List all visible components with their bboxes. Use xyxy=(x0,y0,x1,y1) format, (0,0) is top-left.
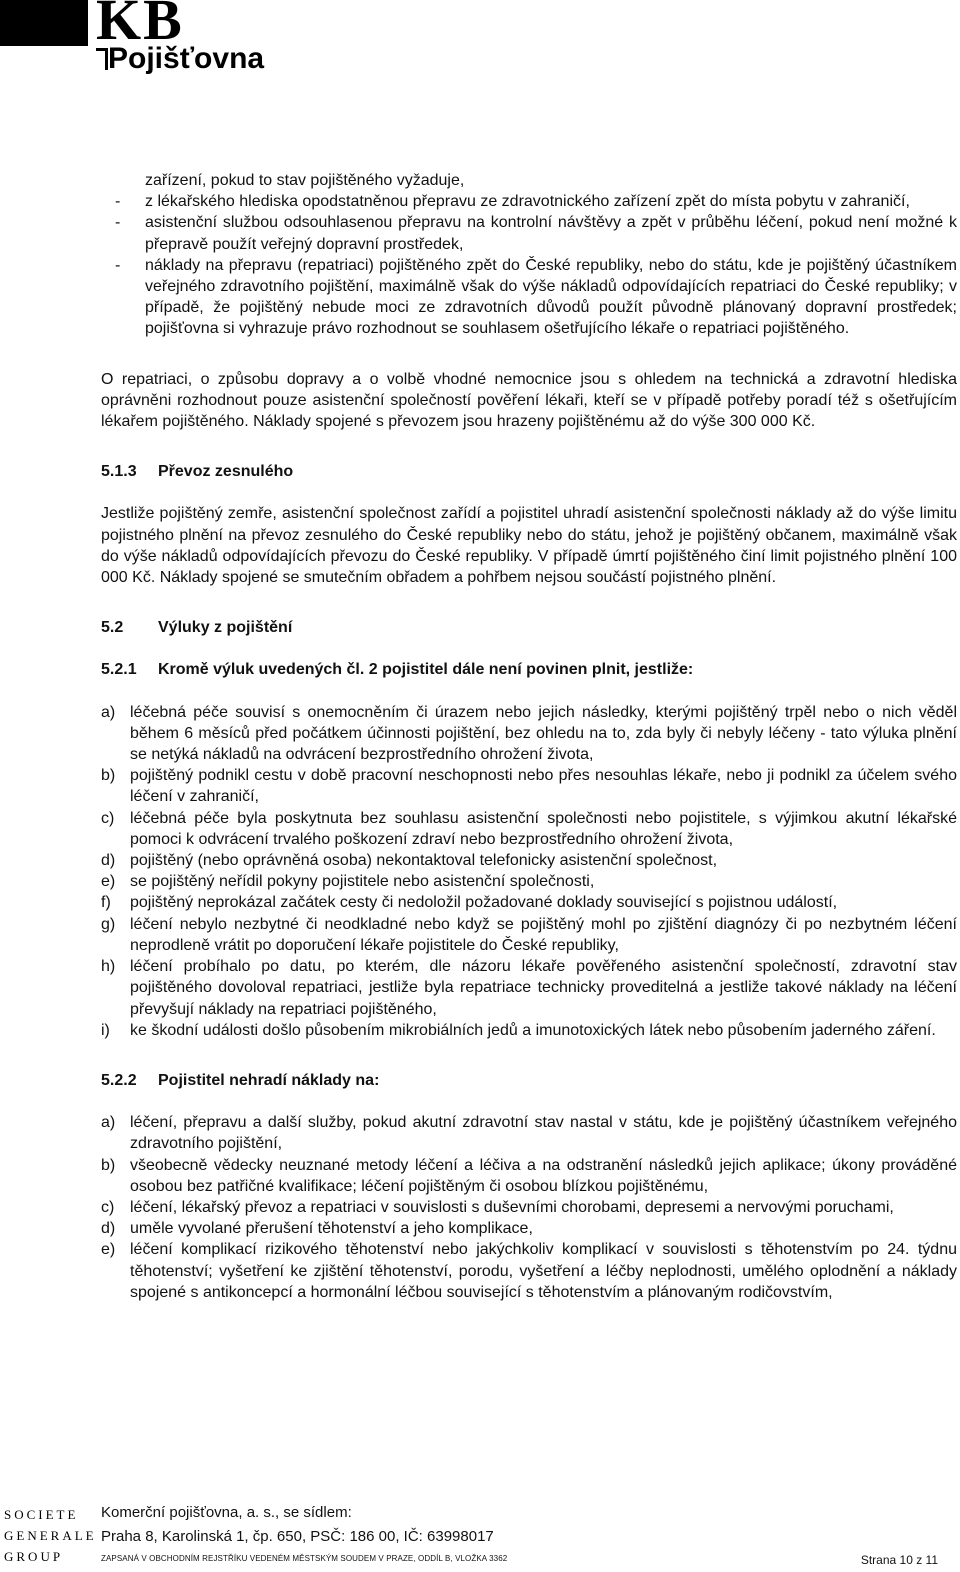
item-text: pojištěný neprokázal začátek cesty či nedoložil požadované doklady související s pojistnou událostí, xyxy=(130,894,838,912)
item-text: pojištěný (nebo oprávněná osoba) nekontaktoval telefonicky asistenční společnost, xyxy=(130,852,718,870)
list-item xyxy=(101,1239,957,1303)
intro-continuation: zařízení, pokud to stav pojištěného vyžaduje, xyxy=(145,172,465,189)
dash-item: - z lékařského hlediska opodstatněnou přepravu ze zdravotnického zařízení zpět do místa pobytu v zahraničí, xyxy=(101,191,957,212)
list-item xyxy=(101,765,957,807)
item-letter: f) xyxy=(101,894,111,912)
not-covered-list xyxy=(101,1112,957,1303)
list-item xyxy=(101,914,957,956)
section-number: 5.2 xyxy=(101,619,124,637)
page-footer xyxy=(0,1498,960,1572)
logo-bracket-icon xyxy=(96,48,108,70)
item-letter: h) xyxy=(101,958,116,976)
item-letter: b) xyxy=(101,1156,116,1174)
item-letter: e) xyxy=(101,873,116,891)
section-title: Výluky z pojištění xyxy=(158,619,293,637)
exclusions-list xyxy=(101,702,957,1041)
section-title: Pojistitel nehradí náklady na: xyxy=(158,1071,380,1089)
item-letter: d) xyxy=(101,852,116,870)
item-text: ke škodní události došlo působením mikrobiálních jedů a imunotoxických látek nebo působením jaderného záření. xyxy=(130,1021,936,1039)
section-513-text: Jestliže pojištěný zemře, asistenční společnost zařídí a pojistitel uhradí asistenční společnosti náklady až do výše limitu pojistného plnění na převoz zesnulého do České republiky nebo do státu, jehož je pojištěný občanem, maximálně však do výše nákladů odpovídajících převozu do České republiky. V případě úmrtí pojištěného činí limit pojistného plnění 100 000 Kč. Náklady spojené se smutečním obřadem a pohřbem nejsou součástí pojistného plnění. xyxy=(101,505,957,587)
item-letter: g) xyxy=(101,915,116,933)
section-heading-522 xyxy=(101,1070,957,1091)
item-letter: c) xyxy=(101,1198,115,1216)
section-number: 5.2.2 xyxy=(101,1071,137,1089)
sg-logo-line: GENERALE xyxy=(4,1528,97,1543)
item-letter: e) xyxy=(101,1241,116,1259)
item-text: léčení komplikací rizikového těhotenství nebo jakýchkoliv komplikací v souvislosti s těhotenstvím po 24. týdnu těhotenství; vyšetření ke zjištění těhotenství, porodu, vyšetření a léčby neplodnosti, umělého oplodnění a náklady spojené s antikoncepcí a hormonální léčbou související s těhotenstvím a plánovaným rodičovstvím, xyxy=(130,1241,957,1301)
page-number: Strana 10 z 11 xyxy=(860,1553,938,1567)
document-body xyxy=(101,170,957,1303)
item-text: léčení nebylo nezbytné či neodkladné nebo když se pojištěný mohl po zjištění diagnózy či po nezbytném léčení neprodleně vrátit po doporučení lékaře pojistitele do České republiky, xyxy=(130,915,957,954)
list-item xyxy=(101,702,957,766)
item-text: léčebná péče byla poskytnuta bez souhlasu asistenční společnosti nebo pojistitele, s výjimkou akutní lékařské pomoci k odvrácení trvalého poškození zdraví nebo bezprostředního ohrožení života, xyxy=(130,809,957,848)
sg-logo-line: SOCIETE xyxy=(4,1507,79,1522)
repatriation-paragraph: O repatriaci, o způsobu dopravy a o volbě vhodné nemocnice jsou s ohledem na technická a zdravotní hlediska oprávněni rozhodnout pouze asistenční společností pověření lékaři, kteří se v případě potřeby poradí též s ošetřujícím lékařem pojištěného. Náklady spojené s převozem jsou hrazeny pojištěnému až do výše 300 000 Kč. xyxy=(101,370,957,431)
section-number: 5.1.3 xyxy=(101,463,137,481)
societe-generale-logo xyxy=(4,1504,97,1567)
item-text: léčení, přepravu a další služby, pokud akutní zdravotní stav nastal v státu, kde je pojištěný účastníkem veřejného zdravotního pojištění, xyxy=(130,1114,957,1153)
section-heading-52 xyxy=(101,617,957,638)
item-text: uměle vyvolané přerušení těhotenství a jeho komplikace, xyxy=(130,1220,533,1238)
list-item xyxy=(101,956,957,1020)
logo-pojistovna-text: Pojišťovna xyxy=(108,42,265,75)
list-item xyxy=(101,1218,957,1239)
footer-registry: ZAPSANÁ V OBCHODNÍM REJSTŘÍKU VEDENÉM MĚSTSKÝM SOUDEM V PRAZE, ODDÍL B, VLOŽKA 3362 xyxy=(101,1554,508,1563)
item-letter: a) xyxy=(101,703,116,721)
item-text: léčení, lékařský převoz a repatriaci v souvislosti s duševními chorobami, depresemi a nervovými poruchami, xyxy=(130,1198,894,1216)
item-letter: d) xyxy=(101,1220,116,1238)
list-item xyxy=(101,892,957,913)
list-item xyxy=(101,1020,957,1041)
list-item xyxy=(101,1112,957,1154)
logo-black-box xyxy=(0,0,88,46)
section-heading-513 xyxy=(101,461,957,482)
item-text: pojištěný podnikl cestu v době pracovní neschopnosti nebo přes nesouhlas lékaře, nebo ji podnikl za účelem svého léčení v zahraničí, xyxy=(130,767,957,806)
item-letter: i) xyxy=(101,1021,110,1039)
item-letter: c) xyxy=(101,809,115,827)
dash-item: - asistenční službou odsouhlasenou přepravu na kontrolní návštěvy a zpět v průběhu léčení, pokud není možné k přepravě použít veřejný dopravní prostředek, xyxy=(101,212,957,254)
item-text: se pojištěný neřídil pokyny pojistitele nebo asistenční společnosti, xyxy=(130,873,595,891)
item-text: léčebná péče souvisí s onemocněním či úrazem nebo jejich následky, kterými pojištěný trpěl nebo o nich věděl během 6 měsíců před počátkem účinnosti pojištění, bez ohledu na to, zda byly či nebyly léčeny - tato výluka plnění se netýká nákladů na odvrácení bezprostředního ohrožení života, xyxy=(130,703,957,764)
item-text: léčení probíhalo po datu, po kterém, dle názoru lékaře pověřeného asistenční společností, zdravotní stav pojištěného dovoloval repatriaci, jestliže byla repatriace technicky proveditelná a jestliže takové náklady na léčení převyšují náklady na repatriaci pojištěného, xyxy=(130,958,957,1018)
section-title: Převoz zesnulého xyxy=(158,463,294,481)
list-item xyxy=(101,1197,957,1218)
section-title: Kromě výluk uvedených čl. 2 pojistitel dále není povinen plnit, jestliže: xyxy=(158,661,694,679)
list-item xyxy=(101,871,957,892)
list-item xyxy=(101,808,957,850)
item-text: všeobecně vědecky neuznané metody léčení a léčiva a na odstranění následků jejich aplikace; úkony prováděné osobou bez patřičné kvalifikace; léčení pojištěným či osobou blízkou pojištěnému, xyxy=(130,1156,957,1195)
dash-item: - náklady na přepravu (repatriaci) pojištěného zpět do České republiky, nebo do státu, kde je pojištěný účastníkem veřejného zdravotního pojištění, maximálně však do výše nákladů odpovídajících repatriaci do České republiky; v případě, že pojištěný nebude moci ze zdravotních důvodů použít původně plánovaný dopravní prostředek; pojišťovna si vyhrazuje právo rozhodnout se souhlasem ošetřujícího lékaře o repatriaci pojištěného. xyxy=(101,255,957,340)
section-number: 5.2.1 xyxy=(101,661,137,679)
sg-logo-line: GROUP xyxy=(4,1549,64,1564)
footer-address: Praha 8, Karolinská 1, čp. 650, PSČ: 186 00, IČ: 63998017 xyxy=(101,1528,494,1545)
list-item xyxy=(101,850,957,871)
item-letter: a) xyxy=(101,1114,116,1132)
item-letter: b) xyxy=(101,767,116,785)
logo-kb-text: KB xyxy=(96,0,184,52)
list-item xyxy=(101,1155,957,1197)
section-heading-521 xyxy=(101,659,957,680)
kb-pojistovna-logo xyxy=(0,0,300,90)
footer-company: Komerční pojišťovna, a. s., se sídlem: xyxy=(101,1504,352,1521)
